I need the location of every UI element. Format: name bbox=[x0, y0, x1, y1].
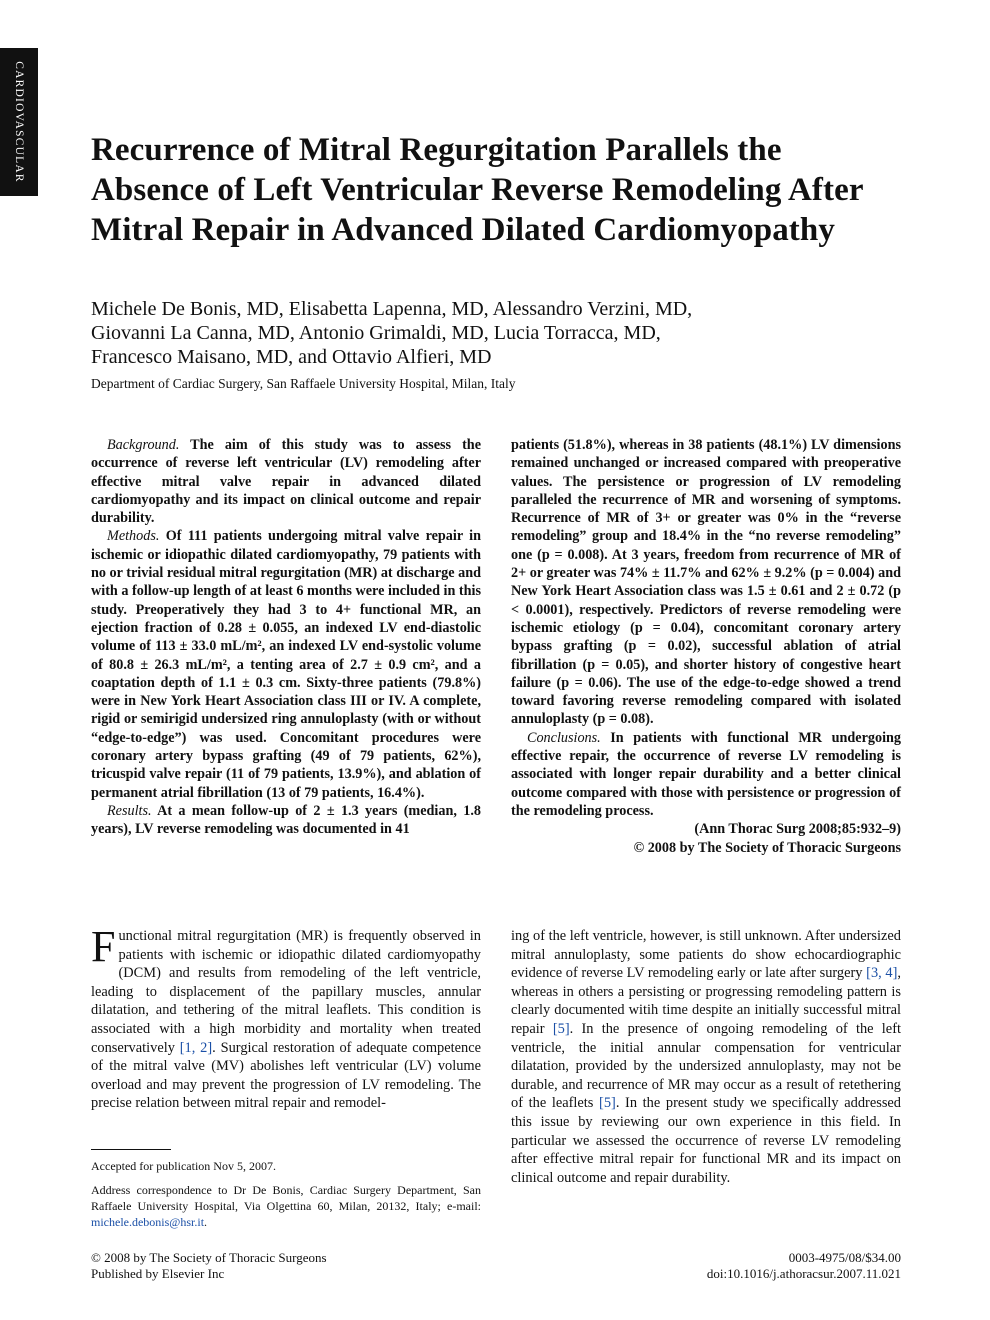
body-left-column bbox=[91, 922, 481, 1113]
reference-link-5[interactable]: [5] bbox=[552, 1020, 570, 1037]
author-list bbox=[91, 297, 901, 369]
correspondence-address: Address correspondence to Dr De Bonis, Cardiac Surgery Department, San Raffaele University Hospital, Via Olgettina 60, Milan, 20132, Italy; e-mail: michele.debonis@hsr.it. bbox=[91, 1183, 481, 1229]
abstract-copyright: © 2008 by The Society of Thoracic Surgeons bbox=[633, 839, 901, 856]
email-link[interactable]: michele.debonis@hsr.it bbox=[91, 1215, 205, 1229]
intro-paragraph-cont: ing of the left ventricle, however, is still unknown. After undersized mitral annuloplasty, some patients do show echocardiographic evidence of reverse LV remodeling early or late after surgery [3, 4], whereas in others a persisting or progressing remodeling pattern is clearly documented witih time despite an initially successful mitral repair [5]. In the presence of ongoing remodeling of the left ventricle, the initial annular compensation for ventricular dilatation, provided by the undersized annuloplasty, may not be durable, and recurrence of MR may occur as a result of retethering of the leaflets [5]. In the present study we specifically addressed this issue by reviewing our own experience in this field. In particular we assessed the occurrence of reverse LV remodeling after effective mitral repair for functional MR and its impact on clinical outcome and repair durability. bbox=[511, 928, 901, 1186]
footer-left bbox=[91, 1250, 327, 1282]
body-right-column bbox=[511, 927, 901, 1187]
footer-doi: doi:10.1016/j.athoracsur.2007.11.021 bbox=[706, 1266, 901, 1281]
reference-link-3-4[interactable]: [3, 4] bbox=[866, 965, 898, 982]
author-line-1: Michele De Bonis, MD, Elisabetta Lapenna, MD, Alessandro Verzini, MD, bbox=[91, 298, 693, 320]
affiliation: Department of Cardiac Surgery, San Raffaele University Hospital, Milan, Italy bbox=[91, 376, 516, 391]
conclusions-label: Conclusions. bbox=[527, 729, 601, 746]
author-line-2: Giovanni La Canna, MD, Antonio Grimaldi, MD, Lucia Torracca, MD, bbox=[91, 322, 661, 344]
reference-link-1-2[interactable]: [1, 2] bbox=[179, 1039, 213, 1056]
footnote-divider bbox=[91, 1149, 171, 1150]
section-tab-label: CARDIOVASCULAR bbox=[13, 61, 25, 183]
article-title: Recurrence of Mitral Regurgitation Parallels the Absence of Left Ventricular Reverse Remodeling After Mitral Repair in Advanced Dilated Cardiomyopathy bbox=[91, 132, 863, 248]
abstract-right-column bbox=[511, 436, 901, 857]
abstract-background: Background. The aim of this study was to assess the occurrence of reverse left ventricular (LV) remodeling after effective mitral valve repair in advanced dilated cardiomyopathy and its impact on clinical outcome and repair durability. bbox=[91, 437, 481, 527]
reference-link-5-second[interactable]: [5] bbox=[599, 1095, 616, 1112]
intro-paragraph: Functional mitral regurgitation (MR) is frequently observed in patients with ischemic or idiopathic dilated cardiomyopathy (DCM) and results from remodeling of the left ventricle, leading to displacement of the papillary muscles, annular dilatation, and tethering of the mitral leaflets. This condition is associated with a high morbidity and mortality when treated conservatively [1, 2]. Surgical restoration of adequate competence of the mitral valve (MV) abolishes left ventricular (LV) volume overload and may prevent the progression of LV remodeling. The precise relation between mitral repair and remodel- bbox=[91, 922, 481, 1112]
drop-cap: F bbox=[91, 922, 116, 971]
section-tab bbox=[0, 48, 38, 196]
footer-right bbox=[707, 1250, 901, 1282]
footer-issn: 0003-4975/08/$34.00 bbox=[788, 1250, 901, 1265]
background-label: Background. bbox=[107, 437, 180, 453]
footnotes bbox=[91, 1158, 481, 1238]
abstract-left-column bbox=[91, 436, 481, 839]
abstract-conclusions: Conclusions. In patients with functional MR undergoing effective repair, the occurrence of reverse LV remodeling is associated with longer repair durability and a better clinical outcome compared with those with persistence or progression of the remodeling process. bbox=[511, 729, 901, 819]
footer-publisher: Published by Elsevier Inc bbox=[91, 1266, 225, 1281]
author-line-3: Francesco Maisano, MD, and Ottavio Alfieri, MD bbox=[91, 346, 492, 368]
results-label: Results. bbox=[107, 802, 152, 819]
abstract-results-start: Results. At a mean follow-up of 2 ± 1.3 years (median, 1.8 years), LV reverse remodeling was documented in 41 bbox=[91, 802, 481, 838]
abstract-results-cont: patients (51.8%), whereas in 38 patients (48.1%) LV dimensions remained unchanged or increased compared with preoperative values. The persistence or progression of LV remodeling paralleled the recurrence of MR and worsening of symptoms. Recurrence of MR of 3+ or greater was 0% in the “reverse remodeling” group and 18.4% in the “no reverse remodeling” one (p = 0.008). At 3 years, freedom from recurrence of MR of 2+ or greater was 74% ± 11.7% and 62% ± 9.2% (p = 0.004) and New York Heart Association class was 1.5 ± 0.61 and 2 ± 0.72 (p < 0.0001), respectively. Predictors of reverse remodeling were ischemic etiology (p = 0.04), concomitant coronary artery bypass grafting (p = 0.02), successful ablation of atrial fibrillation (p = 0.05), and shorter history of congestive heart failure (p = 0.06). The use of the edge-to-edge showed a trend toward favoring reverse remodeling compared with isolated annuloplasty (p = 0.08). bbox=[511, 437, 901, 728]
journal-citation: (Ann Thorac Surg 2008;85:932–9) bbox=[694, 821, 901, 838]
accepted-date: Accepted for publication Nov 5, 2007. bbox=[91, 1159, 276, 1173]
methods-label: Methods. bbox=[107, 528, 160, 545]
footer-copyright: © 2008 by The Society of Thoracic Surgeons bbox=[91, 1250, 327, 1265]
abstract-methods: Methods. Of 111 patients undergoing mitral valve repair in ischemic or idiopathic dilated cardiomyopathy, 79 patients with no or trivial residual mitral regurgitation (MR) at discharge and with a follow-up length of at least 6 months were included in this study. Preoperatively they had 3 to 4+ functional MR, an ejection fraction of 0.28 ± 0.055, an indexed LV end-diastolic volume of 113 ± 33.0 mL/m², an indexed LV end-systolic volume of 80.8 ± 26.3 mL/m², a tenting area of 2.7 ± 0.9 cm², and a coaptation depth of 1.1 ± 0.3 cm. Sixty-three patients (79.8%) were in New York Heart Association class III or IV. A complete, rigid or semirigid undersized ring annuloplasty (with or without “edge-to-edge”) was used. Concomitant procedures were coronary artery bypass grafting (49 of 79 patients, 62%), tricuspid valve repair (11 of 79 patients, 13.9%), and ablation of permanent atrial fibrillation (13 of 79 patients, 16.4%). bbox=[91, 528, 481, 801]
